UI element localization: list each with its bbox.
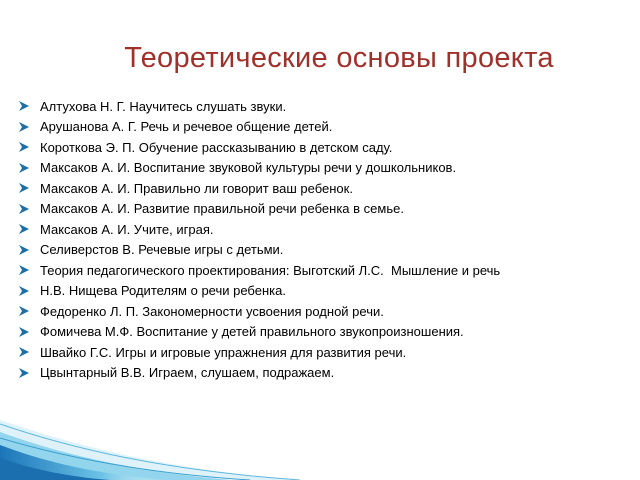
- bullet-item: [18, 199, 618, 220]
- bullet-item: [18, 363, 618, 384]
- arrow-bullet-icon: [18, 163, 34, 173]
- bullet-item: [18, 342, 618, 363]
- bullet-item: [18, 178, 618, 199]
- bullet-text: Максаков А. И. Учите, играя.: [40, 221, 214, 237]
- bullet-item: [18, 301, 618, 322]
- arrow-bullet-icon: [18, 101, 34, 111]
- arrow-bullet-icon: [18, 347, 34, 357]
- bullet-text: Максаков А. И. Правильно ли говорит ваш ребенок.: [40, 180, 353, 196]
- arrow-bullet-icon: [18, 204, 34, 214]
- bullet-text: Арушанова А. Г. Речь и речевое общение детей.: [40, 119, 333, 135]
- arrow-bullet-icon: [18, 183, 34, 193]
- bullet-text: Фомичева М.Ф. Воспитание у детей правильного звукопроизношения.: [40, 324, 464, 340]
- arrow-bullet-icon: [18, 306, 34, 316]
- bullet-item: [18, 240, 618, 261]
- bullet-text: Федоренко Л. П. Закономерности усвоения родной речи.: [40, 303, 384, 319]
- arrow-bullet-icon: [18, 122, 34, 132]
- bullet-text: Швайко Г.С. Игры и игровые упражнения для развития речи.: [40, 344, 407, 360]
- bullet-item: [18, 96, 618, 117]
- arrow-bullet-icon: [18, 265, 34, 275]
- bullet-item: [18, 137, 618, 158]
- arrow-bullet-icon: [18, 142, 34, 152]
- bullet-text: Теория педагогического проектирования: Выготский Л.С. Мышление и речь: [40, 262, 501, 278]
- bullet-item: [18, 117, 618, 138]
- arrow-bullet-icon: [18, 286, 34, 296]
- bullet-item: [18, 322, 618, 343]
- arrow-bullet-icon: [18, 327, 34, 337]
- bullet-text: Н.В. Нищева Родителям о речи ребенка.: [40, 283, 286, 299]
- bullet-item: [18, 260, 618, 281]
- bullet-item: [18, 158, 618, 179]
- arrow-bullet-icon: [18, 245, 34, 255]
- arrow-bullet-icon: [18, 368, 34, 378]
- bullet-text: Селиверстов В. Речевые игры с детьми.: [40, 242, 284, 258]
- bullet-item: [18, 281, 618, 302]
- wave-decoration: [0, 390, 640, 480]
- bullet-text: Алтухова Н. Г. Научитесь слушать звуки.: [40, 98, 287, 114]
- slide-title: Теоретические основы проекта: [124, 42, 554, 74]
- bullet-text: Максаков А. И. Воспитание звуковой культуры речи у дошкольников.: [40, 160, 457, 176]
- bullet-text: Цвынтарный В.В. Играем, слушаем, подражаем.: [40, 365, 335, 381]
- bullet-item: [18, 219, 618, 240]
- bullet-text: Максаков А. И. Развитие правильной речи ребенка в семье.: [40, 201, 404, 217]
- bullet-text: Короткова Э. П. Обучение рассказыванию в детском саду.: [40, 139, 393, 155]
- bullet-list: [18, 96, 618, 383]
- arrow-bullet-icon: [18, 224, 34, 234]
